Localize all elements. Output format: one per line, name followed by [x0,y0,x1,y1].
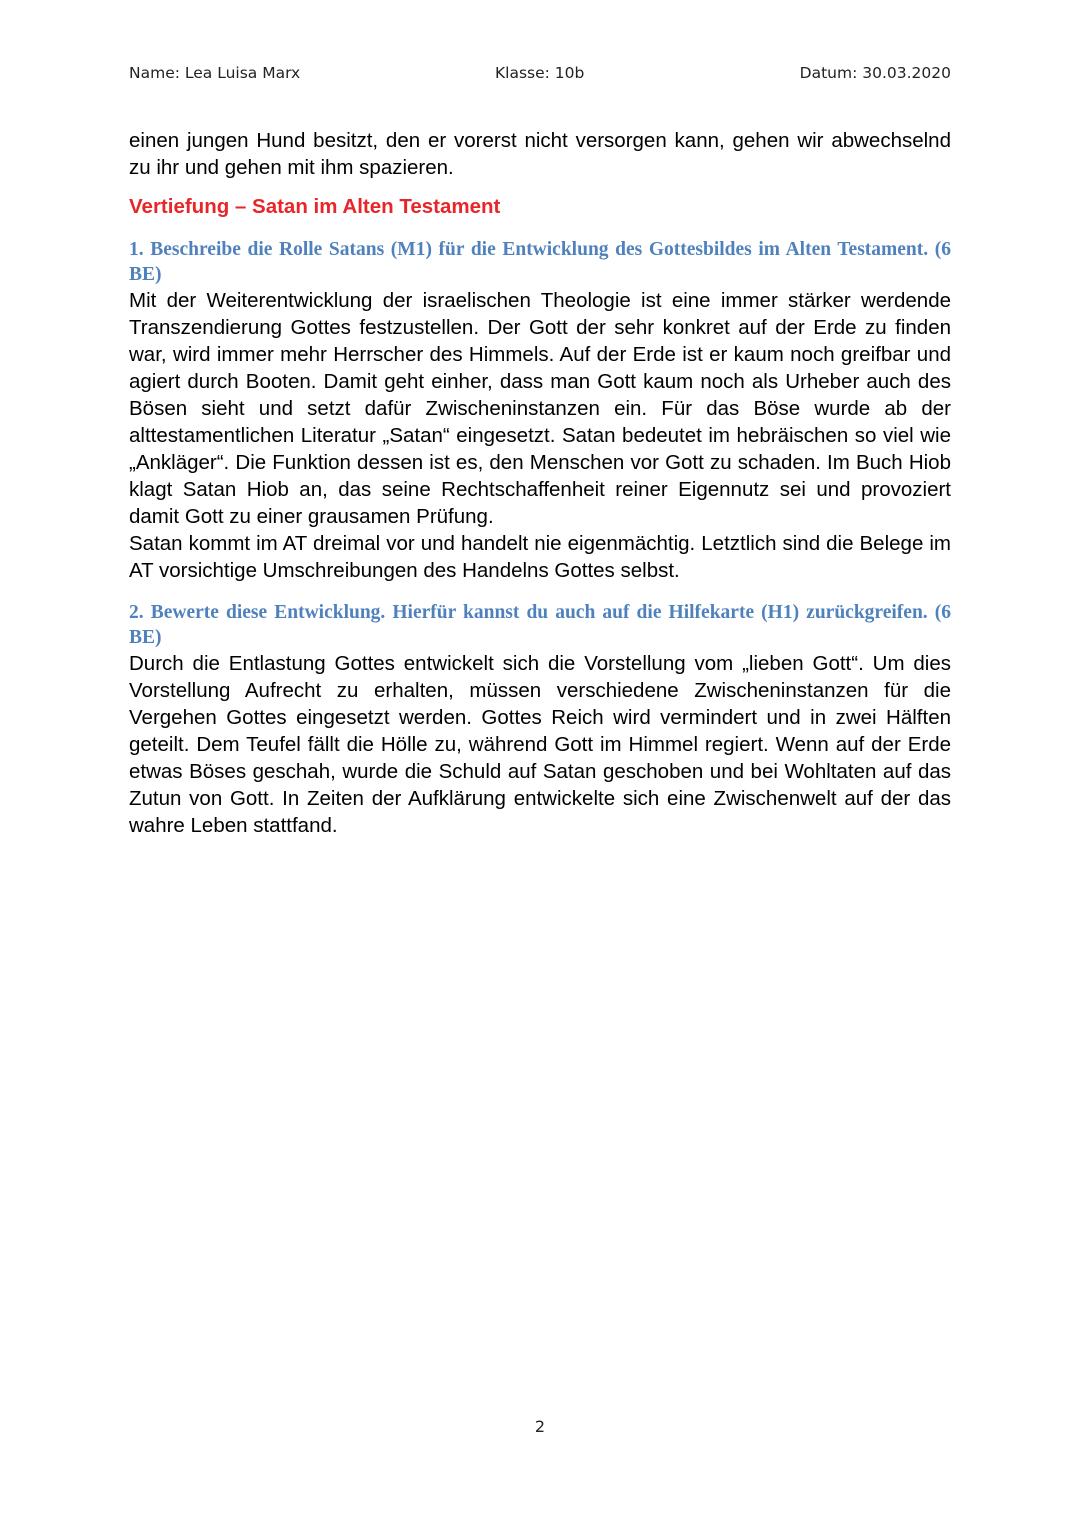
page-number: 2 [534,1417,546,1436]
intro-paragraph: einen jungen Hund besitzt, den er vorerst nicht versorgen kann, gehen wir abwechselnd zu ihr und gehen mit ihm spazieren. [129,129,951,179]
page-header [129,64,951,90]
class-label: Klasse: 10b [495,64,585,82]
task-1-answer-paragraph-2: Satan kommt im AT dreimal vor und handelt nie eigenmächtig. Letztlich sind die Belege im AT vorsichtige Umschreibungen des Handelns Gottes selbst. [129,532,951,582]
task-1-question: 1. Beschreibe die Rolle Satans (M1) für die Entwicklung des Gottesbildes im Alten Testament. (6 BE) [129,239,951,285]
document-body [129,127,951,839]
task-2-question: 2. Bewerte diese Entwicklung. Hierfür kannst du auch auf die Hilfekarte (H1) zurückgreifen. (6 BE) [129,602,951,648]
date-label: Datum: 30.03.2020 [799,64,951,82]
task-1-answer-paragraph-1: Mit der Weiterentwicklung der israelischen Theologie ist eine immer stärker werdende Transzendierung Gottes festzustellen. Der Gott der sehr konkret auf der Erde zu finden war, wird immer mehr Herrscher des Himmels. Auf der Erde ist er kaum noch greifbar und agiert durch Booten. Damit geht einher, dass man Gott kaum noch als Urheber auch des Bösen sieht und setzt dafür Zwischeninstanzen ein. Für das Böse wurde ab der alttestamentlichen Literatur „Satan“ eingesetzt. Satan bedeutet im hebräischen so viel wie „Ankläger“. Die Funktion dessen ist es, den Menschen vor Gott zu schaden. Im Buch Hiob klagt Satan Hiob an, das seine Rechtschaffenheit reiner Eigennutz sei und provoziert damit Gott zu einer grausamen Prüfung. [129,289,951,528]
section-heading: Vertiefung – Satan im Alten Testament [129,195,501,218]
student-name: Name: Lea Luisa Marx [129,64,301,82]
task-2-answer: Durch die Entlastung Gottes entwickelt sich die Vorstellung vom „lieben Gott“. Um dies Vorstellung Aufrecht zu erhalten, müssen verschiedene Zwischeninstanzen für die Vergehen Gottes eingesetzt werden. Gottes Reich wird vermindert und in zwei Hälften geteilt. Dem Teufel fällt die Hölle zu, während Gott im Himmel regiert. Wenn auf der Erde etwas Böses geschah, wurde die Schuld auf Satan geschoben und bei Wohltaten auf das Zutun von Gott. In Zeiten der Aufklärung entwickelte sich eine Zwischenwelt auf der das wahre Leben stattfand. [129,652,951,837]
